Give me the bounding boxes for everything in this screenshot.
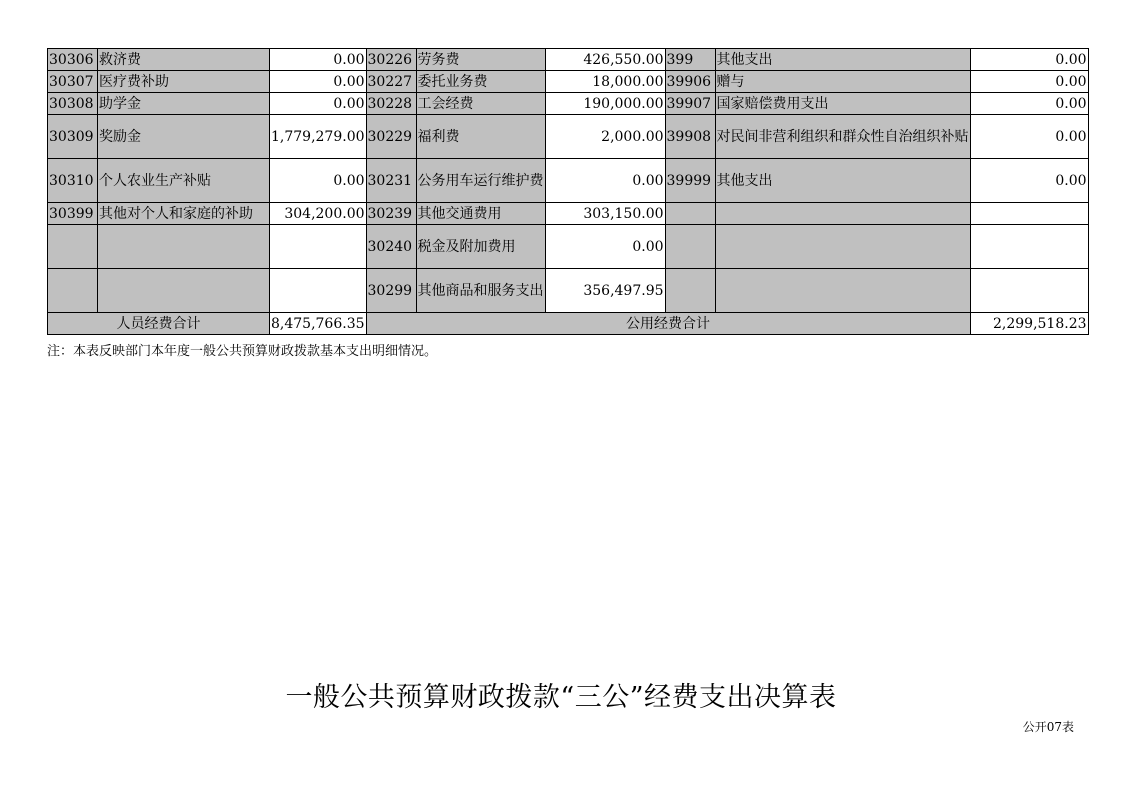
item-name: 其他支出 bbox=[715, 49, 970, 71]
econ-code: 39908 bbox=[665, 115, 715, 159]
econ-code: 39999 bbox=[665, 159, 715, 203]
econ-code: 30308 bbox=[48, 93, 98, 115]
item-name: 其他支出 bbox=[715, 159, 970, 203]
amount: 0.00 bbox=[270, 159, 367, 203]
econ-code bbox=[665, 203, 715, 225]
econ-code: 30229 bbox=[366, 115, 416, 159]
item-name: 福利费 bbox=[416, 115, 545, 159]
econ-code bbox=[48, 225, 98, 269]
econ-code bbox=[48, 269, 98, 313]
amount bbox=[270, 225, 367, 269]
item-name: 其他对个人和家庭的补助 bbox=[98, 203, 270, 225]
amount: 0.00 bbox=[270, 93, 367, 115]
table-row bbox=[48, 225, 1089, 269]
table-note: 注：本表反映部门本年度一般公共预算财政拨款基本支出明细情况。 bbox=[47, 344, 438, 359]
public-total-label: 公用经费合计 bbox=[366, 313, 970, 335]
econ-code: 30228 bbox=[366, 93, 416, 115]
item-name: 个人农业生产补贴 bbox=[98, 159, 270, 203]
item-name: 税金及附加费用 bbox=[416, 225, 545, 269]
table-row bbox=[48, 269, 1089, 313]
item-name: 其他交通费用 bbox=[416, 203, 545, 225]
econ-code: 30231 bbox=[366, 159, 416, 203]
econ-code: 399 bbox=[665, 49, 715, 71]
item-name bbox=[715, 203, 970, 225]
econ-code: 30306 bbox=[48, 49, 98, 71]
item-name: 工会经费 bbox=[416, 93, 545, 115]
amount bbox=[970, 269, 1088, 313]
econ-code: 30399 bbox=[48, 203, 98, 225]
amount: 1,779,279.00 bbox=[270, 115, 367, 159]
econ-code: 30240 bbox=[366, 225, 416, 269]
amount bbox=[270, 269, 367, 313]
item-name bbox=[98, 269, 270, 313]
table-row bbox=[48, 159, 1089, 203]
econ-code: 30299 bbox=[366, 269, 416, 313]
item-name: 委托业务费 bbox=[416, 71, 545, 93]
econ-code: 39906 bbox=[665, 71, 715, 93]
table-row bbox=[48, 71, 1089, 93]
item-name bbox=[715, 269, 970, 313]
econ-code bbox=[665, 269, 715, 313]
item-name: 公务用车运行维护费 bbox=[416, 159, 545, 203]
amount: 0.00 bbox=[545, 225, 665, 269]
amount: 0.00 bbox=[970, 71, 1088, 93]
amount: 426,550.00 bbox=[545, 49, 665, 71]
item-name bbox=[715, 225, 970, 269]
personnel-total-value: 8,475,766.35 bbox=[270, 313, 367, 335]
item-name: 国家赔偿费用支出 bbox=[715, 93, 970, 115]
public-total-value: 2,299,518.23 bbox=[970, 313, 1088, 335]
item-name: 奖励金 bbox=[98, 115, 270, 159]
item-name: 救济费 bbox=[98, 49, 270, 71]
amount: 190,000.00 bbox=[545, 93, 665, 115]
amount: 0.00 bbox=[970, 159, 1088, 203]
econ-code: 30307 bbox=[48, 71, 98, 93]
amount: 0.00 bbox=[970, 49, 1088, 71]
amount: 0.00 bbox=[970, 115, 1088, 159]
item-name: 赠与 bbox=[715, 71, 970, 93]
econ-code: 30227 bbox=[366, 71, 416, 93]
econ-code: 30239 bbox=[366, 203, 416, 225]
econ-code: 30310 bbox=[48, 159, 98, 203]
item-name bbox=[98, 225, 270, 269]
item-name: 对民间非营利组织和群众性自治组织补贴 bbox=[715, 115, 970, 159]
item-name: 劳务费 bbox=[416, 49, 545, 71]
item-name: 助学金 bbox=[98, 93, 270, 115]
amount: 356,497.95 bbox=[545, 269, 665, 313]
table-row bbox=[48, 115, 1089, 159]
amount: 0.00 bbox=[545, 159, 665, 203]
expenditure-detail-table bbox=[47, 48, 1089, 335]
amount bbox=[970, 203, 1088, 225]
amount: 2,000.00 bbox=[545, 115, 665, 159]
totals-row bbox=[48, 313, 1089, 335]
econ-code bbox=[665, 225, 715, 269]
amount: 303,150.00 bbox=[545, 203, 665, 225]
amount: 0.00 bbox=[970, 93, 1088, 115]
table-row bbox=[48, 93, 1089, 115]
econ-code: 30226 bbox=[366, 49, 416, 71]
amount bbox=[970, 225, 1088, 269]
form-number: 公开07表 bbox=[1022, 720, 1074, 734]
table-row bbox=[48, 49, 1089, 71]
item-name: 医疗费补助 bbox=[98, 71, 270, 93]
amount: 0.00 bbox=[270, 71, 367, 93]
econ-code: 39907 bbox=[665, 93, 715, 115]
amount: 304,200.00 bbox=[270, 203, 367, 225]
personnel-total-label: 人员经费合计 bbox=[48, 313, 270, 335]
item-name: 其他商品和服务支出 bbox=[416, 269, 545, 313]
econ-code: 30309 bbox=[48, 115, 98, 159]
next-table-title: 一般公共预算财政拨款“三公”经费支出决算表 bbox=[285, 682, 837, 713]
amount: 0.00 bbox=[270, 49, 367, 71]
table-row bbox=[48, 203, 1089, 225]
amount: 18,000.00 bbox=[545, 71, 665, 93]
